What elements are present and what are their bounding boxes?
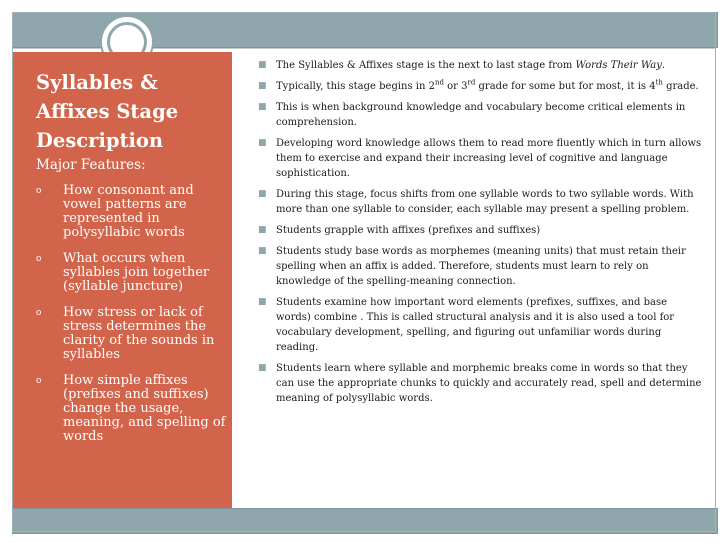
ordinal-suffix: nd bbox=[434, 78, 444, 87]
description-item bbox=[258, 295, 704, 355]
description-item bbox=[258, 58, 704, 73]
slide-title: Syllables & Affixes Stage Description bbox=[36, 71, 179, 152]
circle-bullet-icon: o bbox=[36, 186, 42, 196]
circle-bullet-icon: o bbox=[36, 254, 42, 264]
square-bullet-icon: ■ bbox=[258, 225, 267, 235]
square-bullet-icon: ■ bbox=[258, 138, 267, 148]
bullet-text: The Syllables & Affixes stage is the next to last stage from bbox=[276, 60, 576, 71]
feature-item bbox=[36, 252, 226, 294]
description-item bbox=[258, 244, 704, 289]
square-bullet-icon: ■ bbox=[258, 189, 267, 199]
footer-bar bbox=[12, 508, 718, 534]
square-bullet-icon: ■ bbox=[258, 81, 267, 91]
circle-bullet-icon: o bbox=[36, 376, 42, 386]
book-title: Words Their Way bbox=[575, 60, 662, 71]
square-bullet-icon: ■ bbox=[258, 102, 267, 112]
description-item bbox=[258, 361, 704, 406]
circle-bullet-icon: o bbox=[36, 308, 42, 318]
bullet-text: This is when background knowledge and vocabulary become critical elements in comprehension. bbox=[276, 102, 686, 128]
bullet-text: Typically, this stage begins in 2 bbox=[276, 81, 435, 92]
description-list bbox=[258, 58, 704, 412]
major-features-heading: Major Features: bbox=[36, 157, 146, 173]
bullet-text: Students learn where syllable and morphemic breaks come in words so that they can use the appropriate chunks to quickly and accurately read, spell and determine meaning of polysyllabic words. bbox=[276, 363, 702, 404]
description-item bbox=[258, 79, 704, 94]
ordinal-suffix: th bbox=[655, 78, 663, 87]
bullet-text: grade. bbox=[662, 81, 699, 92]
description-item bbox=[258, 136, 704, 181]
feature-text: How simple affixes (prefixes and suffixes) change the usage, meaning, and spelling of words bbox=[63, 373, 226, 444]
bullet-text: Developing word knowledge allows them to read more fluently which in turn allows them to exercise and expand their increasing level of cognitive and language sophistication. bbox=[276, 138, 702, 179]
feature-item bbox=[36, 374, 226, 444]
feature-text: What occurs when syllables join together (syllable juncture) bbox=[63, 251, 210, 294]
bullet-text: Students examine how important word elements (prefixes, suffixes, and base words) combine . This is called structural analysis and it is also used a tool for vocabulary development, spelling, and figuring out unfamiliar words during reading. bbox=[276, 297, 675, 353]
description-item bbox=[258, 223, 704, 238]
square-bullet-icon: ■ bbox=[258, 297, 267, 307]
feature-text: How consonant and vowel patterns are represented in polysyllabic words bbox=[63, 183, 194, 240]
description-item bbox=[258, 187, 704, 217]
ordinal-suffix: rd bbox=[467, 78, 476, 87]
bullet-text: Students grapple with affixes (prefixes and suffixes) bbox=[276, 225, 541, 236]
bullet-text: grade for some but for most, it is 4 bbox=[475, 81, 656, 92]
features-list bbox=[36, 184, 226, 456]
bullet-text: Students study base words as morphemes (meaning units) that must retain their spelling when an affix is added. Therefore, students must learn to rely on knowledge of the spelling-meaning connection. bbox=[276, 246, 686, 287]
square-bullet-icon: ■ bbox=[258, 246, 267, 256]
feature-text: How stress or lack of stress determines the clarity of the sounds in syllables bbox=[63, 305, 215, 362]
square-bullet-icon: ■ bbox=[258, 60, 267, 70]
bullet-text: During this stage, focus shifts from one syllable words to two syllable words. With more than one syllable to consider, each syllable may present a spelling problem. bbox=[276, 189, 694, 215]
square-bullet-icon: ■ bbox=[258, 363, 267, 373]
feature-item bbox=[36, 306, 226, 362]
bullet-tail: . bbox=[661, 60, 666, 71]
feature-item bbox=[36, 184, 226, 240]
description-item bbox=[258, 100, 704, 130]
bullet-text: or 3 bbox=[443, 81, 468, 92]
